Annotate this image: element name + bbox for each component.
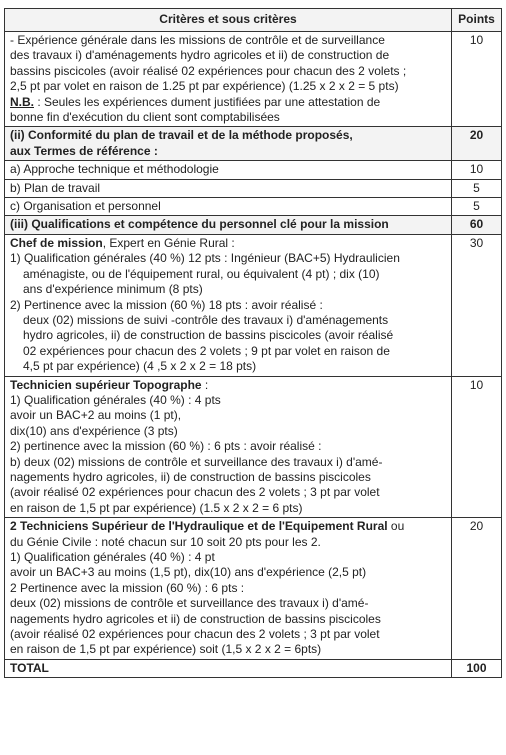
total-label: TOTAL	[5, 659, 452, 677]
points-cell: 5	[452, 179, 502, 197]
text-line: avoir un BAC+2 au moins (1 pt),	[10, 408, 182, 423]
points-cell: 60	[452, 216, 502, 234]
points-cell: 30	[452, 234, 502, 376]
nb-label: N.B.	[10, 94, 34, 109]
text-line: (avoir réalisé 02 expériences pour chacun des 2 volets ; 3 pt par volet	[10, 485, 380, 500]
role-title	[10, 236, 446, 251]
text-line: 02 expériences pour chacun des 2 volets ; 9 pt par volet en raison de	[23, 343, 390, 358]
nb-text: : Seules les expériences dument justifiées par une attestation de	[34, 94, 381, 109]
points-cell: 10	[452, 376, 502, 518]
header-row	[5, 9, 502, 32]
text-line: avoir un BAC+3 au moins (1,5 pt), dix(10) ans d'expérience (2,5 pt)	[10, 565, 367, 580]
criteria-cell	[5, 518, 452, 660]
total-points: 100	[452, 659, 502, 677]
table-row	[5, 32, 502, 127]
text-line: deux (02) missions de contrôle et surveillance des travaux i) d'amé-	[10, 596, 369, 611]
points-cell: 20	[452, 518, 502, 660]
text-line: 2) Pertinence avec la mission (60 %) 18 pts : avoir réalisé :	[10, 297, 323, 312]
role-rest: ou	[387, 519, 405, 534]
points-cell: 5	[452, 198, 502, 216]
table-row	[5, 161, 502, 179]
text-line: bonne fin d'exécution du client sont comptabilisées	[10, 110, 280, 125]
table-row	[5, 518, 502, 660]
points-header: Points	[452, 9, 502, 32]
role-name: Technicien supérieur Topographe	[10, 377, 202, 392]
criteria-table	[4, 8, 502, 678]
section-row	[5, 127, 502, 161]
role-rest: , Expert en Génie Rural :	[102, 235, 235, 250]
criteria-cell	[5, 376, 452, 518]
criteria-header: Critères et sous critères	[5, 9, 452, 32]
text-line: 2,5 pt par volet en raison de 1.25 pt par expérience) (1.25 x 2 x 2 = 5 pts)	[10, 79, 399, 94]
total-row	[5, 659, 502, 677]
criteria-cell	[5, 234, 452, 376]
role-rest: :	[201, 377, 209, 392]
text-line: des travaux i) d'aménagements hydro agricoles et ii) de construction de	[10, 48, 390, 63]
text-line: aménagiste, ou de l'équipement rural, ou équivalent (4 pt) ; dix (10)	[23, 266, 380, 281]
points-cell: 20	[452, 127, 502, 161]
role-name: 2 Techniciens Supérieur de l'Hydraulique et de l'Equipement Rural	[10, 519, 388, 534]
text-line: bassins piscicoles (avoir réalisé 02 expériences pour chacun des 2 volets ;	[10, 63, 407, 78]
text-line: 1) Qualification générales (40 %) : 4 pts	[10, 392, 221, 407]
text-line: - Expérience générale dans les missions de contrôle et de surveillance	[10, 33, 385, 47]
text-line: deux (02) missions de suivi -contrôle des travaux i) d'aménagements	[23, 312, 389, 327]
role-title	[10, 378, 446, 393]
text-line: du Génie Civile : noté chacun sur 10 soit 20 pts pour les 2.	[10, 534, 321, 549]
nb-note	[10, 95, 446, 110]
text-line: en raison de 1,5 pt par expérience) soit (1,5 x 2 x 2 = 6pts)	[10, 642, 322, 657]
section-row	[5, 216, 502, 234]
text-line: en raison de 1,5 pt par expérience) (1.5 x 2 x 2 = 6 pts)	[10, 500, 303, 515]
table-row	[5, 376, 502, 518]
text-line: (ii) Conformité du plan de travail et de la méthode proposés,	[10, 128, 353, 143]
text-line: hydro agricoles, ii) de construction de bassins piscicoles (avoir réalisé	[23, 328, 394, 343]
section-title: (iii) Qualifications et compétence du personnel clé pour la mission	[5, 216, 452, 234]
text-line: 1) Qualification générales (40 %) 12 pts : Ingénieur (BAC+5) Hydraulicien	[10, 251, 400, 266]
criteria-cell	[5, 32, 452, 127]
table-row	[5, 234, 502, 376]
section-title	[5, 127, 452, 161]
points-cell: 10	[452, 32, 502, 127]
table-row	[5, 179, 502, 197]
text-line: 1) Qualification générales (40 %) : 4 pt	[10, 550, 215, 564]
text-line: 4,5 pt par expérience) (4 ,5 x 2 x 2 = 18 pts)	[23, 359, 257, 374]
table-row	[5, 198, 502, 216]
criteria-cell: c) Organisation et personnel	[5, 198, 452, 216]
text-line: b) deux (02) missions de contrôle et surveillance des travaux i) d'amé-	[10, 454, 383, 469]
text-line: aux Termes de référence :	[10, 143, 158, 158]
text-line: nagements hydro agricoles, ii) de construction de bassins piscicoles	[10, 469, 371, 484]
criteria-cell: b) Plan de travail	[5, 179, 452, 197]
text-line: dix(10) ans d'expérience (3 pts)	[10, 423, 178, 438]
text-line: 2) pertinence avec la mission (60 %) : 6 pts : avoir réalisé :	[10, 439, 322, 454]
criteria-cell: a) Approche technique et méthodologie	[5, 161, 452, 179]
points-cell: 10	[452, 161, 502, 179]
text-line: nagements hydro agricoles et ii) de construction de bassins piscicoles	[10, 611, 381, 626]
text-line: (avoir réalisé 02 expériences pour chacun des 2 volets ; 3 pt par volet	[10, 627, 380, 642]
text-line: 2 Pertinence avec la mission (60 %) : 6 pts :	[10, 580, 245, 595]
role-name: Chef de mission	[10, 235, 103, 250]
text-line: ans d'expérience minimum (8 pts)	[23, 282, 203, 297]
role-title	[10, 519, 446, 534]
